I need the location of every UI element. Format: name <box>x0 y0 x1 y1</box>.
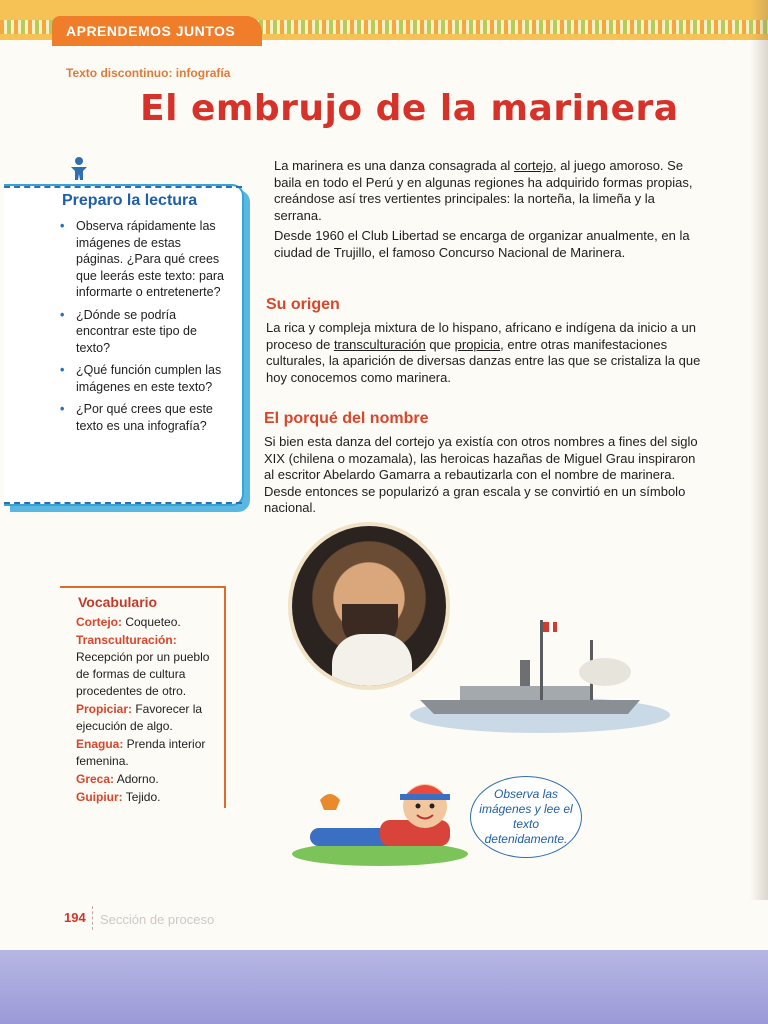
vocab-entry: Enagua: Prenda interior femenina. <box>76 737 206 768</box>
section-tab-label: APRENDEMOS JUNTOS <box>66 23 236 39</box>
section-tab <box>52 16 262 46</box>
text-type-subtitle: Texto discontinuo: infografía <box>66 66 231 80</box>
prep-reading-title: Preparo la lectura <box>62 192 198 209</box>
footer-divider <box>92 906 93 930</box>
prep-reading-list <box>60 218 230 440</box>
vocab-entry: Guipiur: Tejido. <box>76 790 161 804</box>
child-reading-illustration <box>290 770 470 870</box>
section-name: Sección de proceso <box>100 912 215 927</box>
vocab-entry: Cortejo: Coqueteo. <box>76 615 181 629</box>
warship-illustration <box>400 600 670 740</box>
speech-bubble: Observa las imágenes y lee el texto detenidamente. <box>470 776 582 858</box>
bottom-color-band <box>0 950 768 1024</box>
vocab-entry: Propiciar: Favorecer la ejecución de algo. <box>76 702 203 733</box>
vocab-entry: Greca: Adorno. <box>76 772 159 786</box>
page-title: El embrujo de la marinera <box>140 88 679 129</box>
page-binding-shadow <box>750 0 768 900</box>
intro-paragraph-1: La marinera es una danza consagrada al cortejo, al juego amoroso. Se baila en todo el Perú y en algunas regiones ha adquirido formas propias, creándose así tres vertientes principales: la norteña, la limeña y la serrana. <box>274 158 693 223</box>
vocab-entry: Transculturación: Recepción por un pueblo de formas de cultura procedentes de otro. <box>76 633 210 698</box>
reader-icon <box>68 156 90 182</box>
origin-heading: Su origen <box>266 296 340 313</box>
vocabulary-title: Vocabulario <box>78 594 158 610</box>
vocabulary-list <box>76 614 226 807</box>
page-number: 194 <box>64 910 86 925</box>
underlined-term: transculturación <box>333 336 426 352</box>
underlined-term: cortejo <box>513 158 553 173</box>
list-item: • ¿Qué función cumplen las imágenes en este texto? <box>60 362 230 395</box>
underlined-term: propicia <box>454 336 501 352</box>
intro-paragraph-2: Desde 1960 el Club Libertad se encarga de organizar anualmente, en la ciudad de Trujillo, el famoso Concurso Nacional de Marinera. <box>274 228 690 260</box>
list-item: • ¿Por qué crees que este texto es una infografía? <box>60 401 230 434</box>
name-reason-heading: El porqué del nombre <box>264 410 429 427</box>
origin-paragraph: La rica y compleja mixtura de lo hispano, africano e indígena da inicio a un proceso de transculturación que propicia, entre otras manifestaciones culturales, la aparición de diversas danzas entre las que se cristaliza la que hoy conocemos como marinera. <box>266 320 701 385</box>
name-reason-paragraph: Si bien esta danza del cortejo ya existía con otros nombres a fines del siglo XIX (chilena o mozamala), las heroicas hazañas de Miguel Grau inspiraron al escritor Abelardo Gamarra a rebautizarla con el nombre de marinera. Desde entonces se popularizó a gran escala y se convirtió en un símbolo nacional. <box>264 434 698 515</box>
list-item: • Observa rápidamente las imágenes de estas páginas. ¿Para qué crees que leerás este texto: para informarte o entretenerte? <box>60 218 230 301</box>
list-item: • ¿Dónde se podría encontrar este tipo de texto? <box>60 307 230 357</box>
